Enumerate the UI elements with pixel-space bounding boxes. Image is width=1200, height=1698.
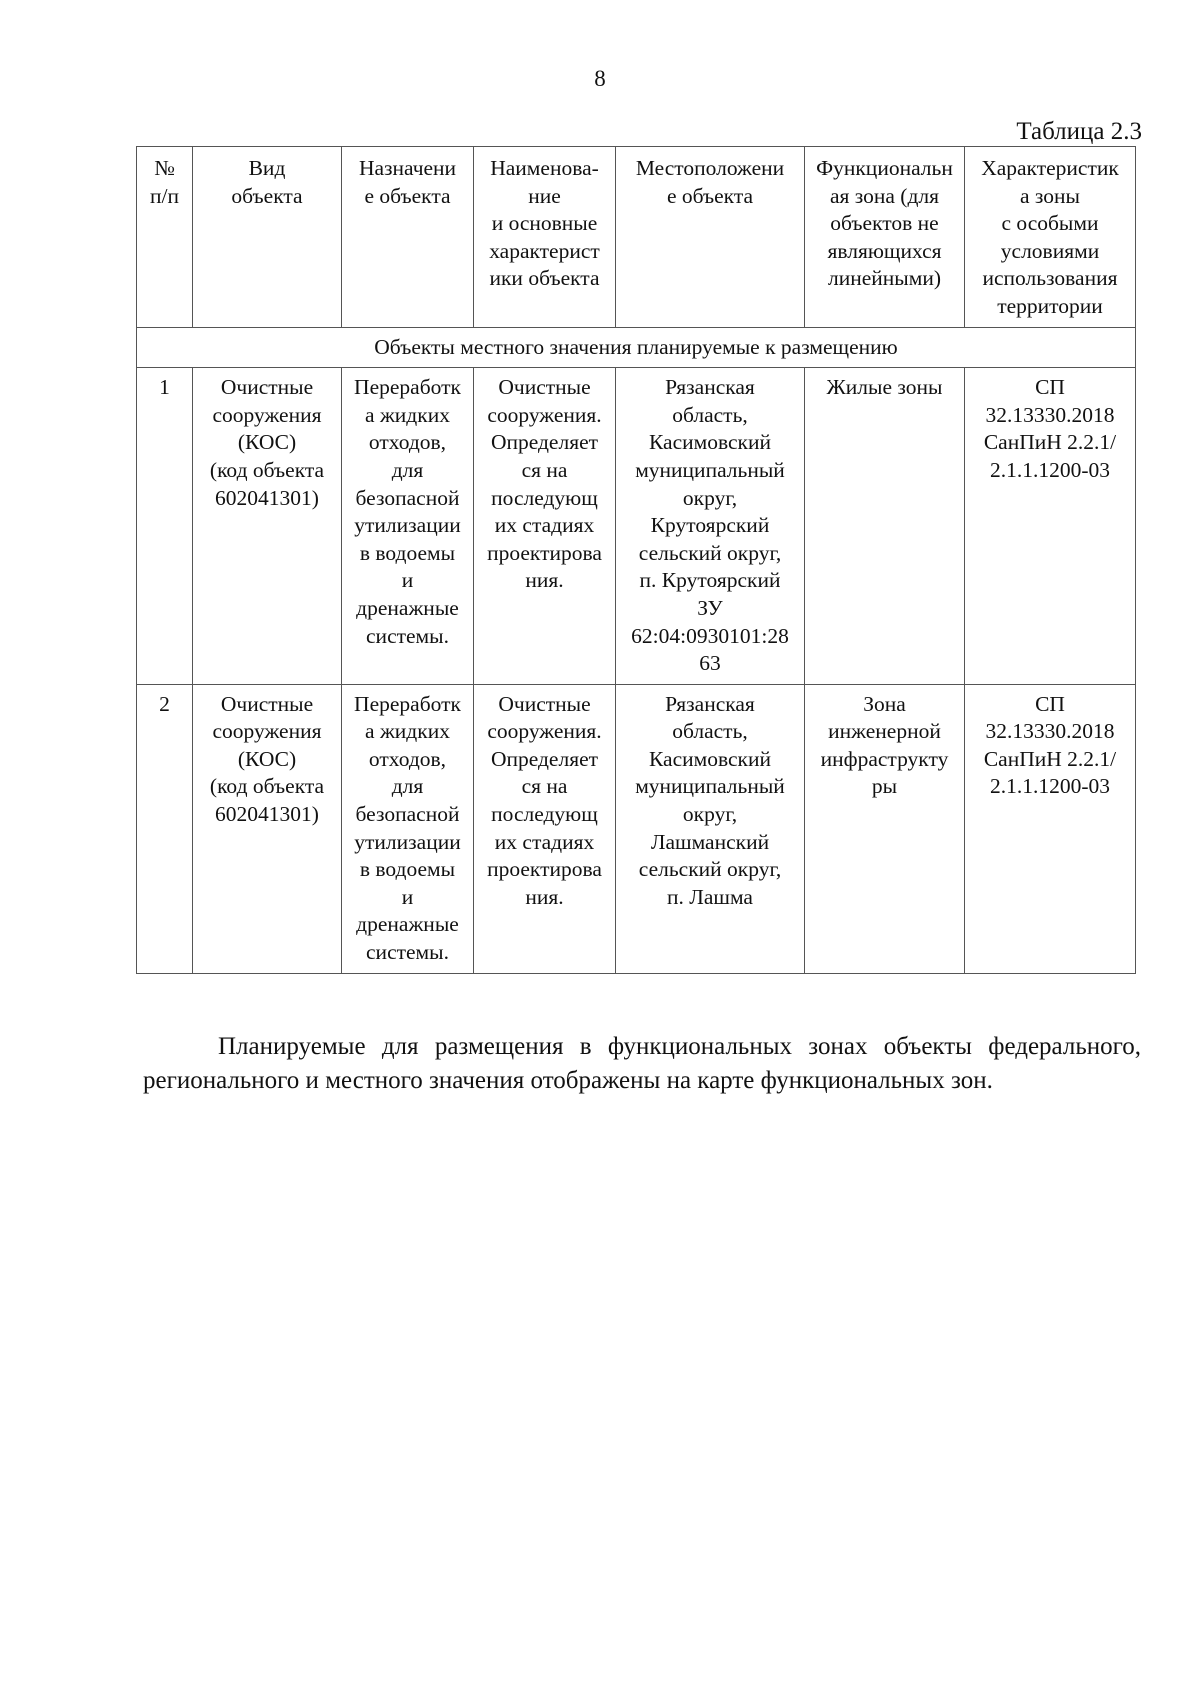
row-object-type: Очистные сооружения (КОС) (код объекта 602041301) (193, 684, 342, 973)
header-functional-zone: Функциональн ая зона (для объектов не являющихся линейными) (805, 147, 965, 328)
header-location: Местоположени е объекта (616, 147, 805, 328)
row-functional-zone: Зона инженерной инфраструкту ры (805, 684, 965, 973)
header-number: № п/п (137, 147, 193, 328)
row-location: Рязанская область, Касимовский муниципальный округ, Лашманский сельский округ, п. Лашма (616, 684, 805, 973)
page-number: 8 (594, 66, 606, 91)
section-title: Объекты местного значения планируемые к размещению (137, 327, 1136, 368)
row-name: Очистные сооружения. Определяет ся на последующ их стадиях проектирова ния. (474, 684, 616, 973)
header-row (137, 147, 1136, 328)
section-row (137, 327, 1136, 368)
row-number: 1 (137, 368, 193, 685)
row-location: Рязанская область, Касимовский муниципальный округ, Крутоярский сельский округ, п. Крутоярский ЗУ 62:04:0930101:28 63 (616, 368, 805, 685)
table-row (137, 684, 1136, 973)
objects-table (136, 146, 1136, 974)
header-zone-restrictions: Характеристик а зоны с особыми условиями использования территории (965, 147, 1136, 328)
row-object-type: Очистные сооружения (КОС) (код объекта 602041301) (193, 368, 342, 685)
header-name-characteristics: Наименова- ние и основные характерист ики объекта (474, 147, 616, 328)
row-zone-restrictions: СП 32.13330.2018 СанПиН 2.2.1/ 2.1.1.1200-03 (965, 684, 1136, 973)
row-name: Очистные сооружения. Определяет ся на последующ их стадиях проектирова ния. (474, 368, 616, 685)
table-caption: Таблица 2.3 (1016, 118, 1142, 145)
table-row (137, 368, 1136, 685)
body-paragraph: Планируемые для размещения в функциональных зонах объекты федерального, регионального и местного значения отображены на карте функциональных зон. (143, 1033, 1141, 1094)
row-purpose: Переработк а жидких отходов, для безопасной утилизации в водоемы и дренажные системы. (342, 684, 474, 973)
row-number: 2 (137, 684, 193, 973)
row-functional-zone: Жилые зоны (805, 368, 965, 685)
row-purpose: Переработк а жидких отходов, для безопасной утилизации в водоемы и дренажные системы. (342, 368, 474, 685)
header-purpose: Назначени е объекта (342, 147, 474, 328)
header-object-type: Вид объекта (193, 147, 342, 328)
row-zone-restrictions: СП 32.13330.2018 СанПиН 2.2.1/ 2.1.1.1200-03 (965, 368, 1136, 685)
